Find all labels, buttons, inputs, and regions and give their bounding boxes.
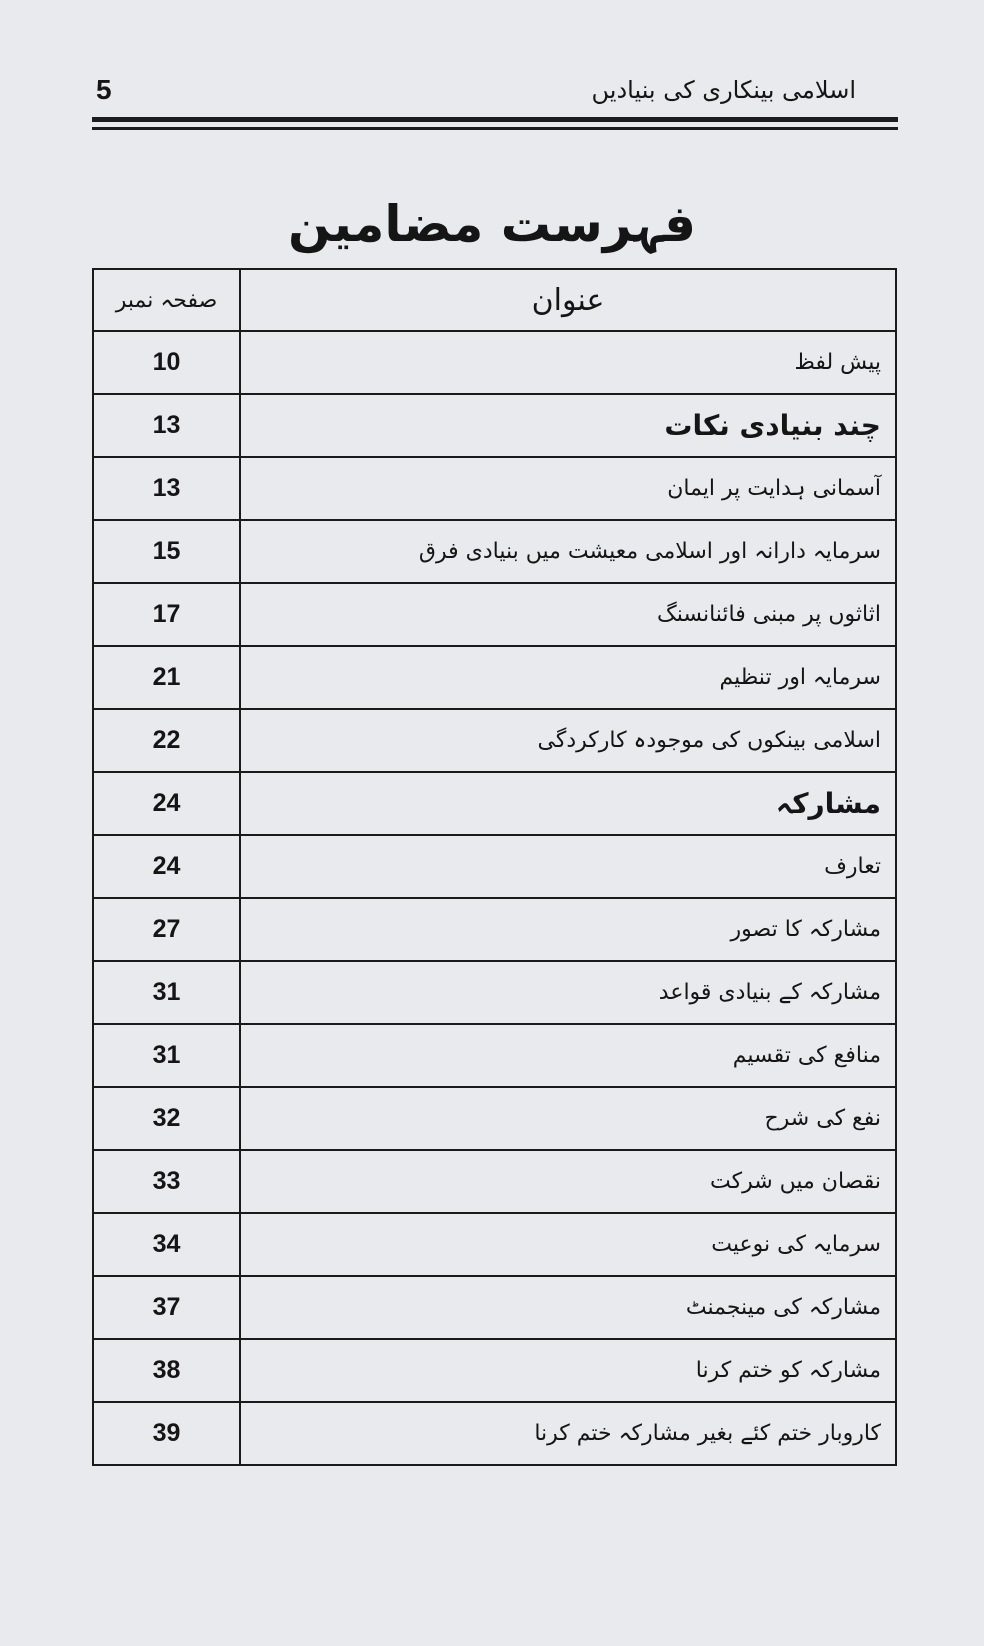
row-topic: مشارکہ کو ختم کرنا [240, 1339, 896, 1402]
row-page-number: 21 [93, 646, 240, 709]
table-row [93, 1276, 896, 1339]
row-topic: مشارکہ کا تصور [240, 898, 896, 961]
row-page-number: 15 [93, 520, 240, 583]
row-page-number: 39 [93, 1402, 240, 1465]
row-page-number: 24 [93, 835, 240, 898]
table-row [93, 1024, 896, 1087]
table-row [93, 772, 896, 835]
column-header-page: صفحہ نمبر [93, 269, 240, 331]
contents-table [92, 268, 897, 1466]
row-topic: مشارکہ کے بنیادی قواعد [240, 961, 896, 1024]
row-topic: نفع کی شرح [240, 1087, 896, 1150]
row-topic: پیش لفظ [240, 331, 896, 394]
row-page-number: 22 [93, 709, 240, 772]
row-topic: اسلامی بینکوں کی موجودہ کارکردگی [240, 709, 896, 772]
page-number: 5 [96, 74, 112, 105]
row-topic: کاروبار ختم کئے بغیر مشارکہ ختم کرنا [240, 1402, 896, 1465]
table-header-row [93, 269, 896, 331]
table-row [93, 457, 896, 520]
column-header-topic: عنوان [240, 269, 896, 331]
row-topic: سرمایہ دارانہ اور اسلامی معیشت میں بنیادی فرق [240, 520, 896, 583]
row-topic: نقصان میں شرکت [240, 1150, 896, 1213]
table-row [93, 583, 896, 646]
table-row [93, 709, 896, 772]
row-topic: اثاثوں پر مبنی فائنانسنگ [240, 583, 896, 646]
row-page-number: 31 [93, 1024, 240, 1087]
row-page-number: 31 [93, 961, 240, 1024]
table-row [93, 961, 896, 1024]
row-topic: سرمایہ کی نوعیت [240, 1213, 896, 1276]
table-row [93, 1150, 896, 1213]
row-page-number: 32 [93, 1087, 240, 1150]
row-page-number: 34 [93, 1213, 240, 1276]
header-rule-thick [92, 117, 898, 122]
row-page-number: 24 [93, 772, 240, 835]
table-row [93, 331, 896, 394]
row-topic: سرمایہ اور تنظیم [240, 646, 896, 709]
table-row [93, 835, 896, 898]
table-row [93, 898, 896, 961]
table-row [93, 646, 896, 709]
row-page-number: 27 [93, 898, 240, 961]
table-row [93, 520, 896, 583]
row-page-number: 38 [93, 1339, 240, 1402]
page-title: فہرست مضامین [287, 195, 696, 253]
table-row [93, 394, 896, 457]
row-page-number: 13 [93, 457, 240, 520]
table-row [93, 1213, 896, 1276]
row-topic: منافع کی تقسیم [240, 1024, 896, 1087]
row-topic: مشارکہ [240, 772, 896, 835]
row-topic: چند بنیادی نکات [240, 394, 896, 457]
table-row [93, 1339, 896, 1402]
row-page-number: 13 [93, 394, 240, 457]
table-row [93, 1402, 896, 1465]
row-topic: آسمانی ہدایت پر ایمان [240, 457, 896, 520]
row-topic: مشارکہ کی مینجمنٹ [240, 1276, 896, 1339]
row-topic: تعارف [240, 835, 896, 898]
table-row [93, 1087, 896, 1150]
header-rule-thin [92, 127, 898, 130]
row-page-number: 17 [93, 583, 240, 646]
running-header-book-title: اسلامی بینکاری کی بنیادیں [591, 76, 856, 104]
row-page-number: 37 [93, 1276, 240, 1339]
row-page-number: 10 [93, 331, 240, 394]
row-page-number: 33 [93, 1150, 240, 1213]
